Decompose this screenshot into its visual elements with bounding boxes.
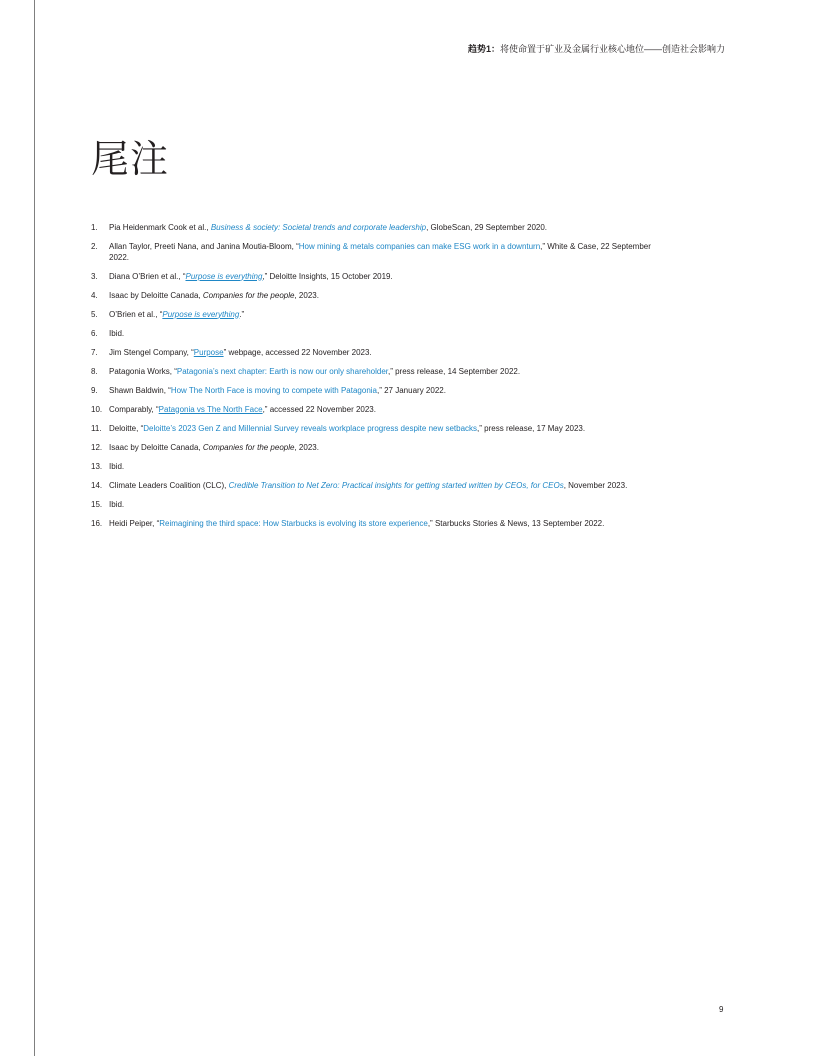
endnote-text: Shawn Baldwin, “ (109, 385, 171, 395)
endnote-text: .” (239, 309, 245, 319)
endnote-link[interactable]: Reimagining the third space: How Starbucks is evolving its store experience (159, 518, 428, 528)
endnote-link[interactable]: Purpose is everything (185, 271, 263, 281)
endnote-12 (91, 443, 651, 454)
endnote-text: Allan Taylor, Preeti Nana, and Janina Moutia-Bloom, “ (109, 242, 299, 251)
endnote-11 (91, 424, 651, 435)
endnote-text: , GlobeScan, 29 September 2020. (426, 223, 548, 232)
endnote-text: , November 2023. (563, 480, 628, 490)
endnote-text: ” webpage, accessed 22 November 2023. (223, 347, 372, 357)
endnote-14 (91, 481, 651, 492)
endnote-title: Companies for the people (202, 442, 295, 452)
endnote-16 (91, 519, 651, 530)
endnote-text: Heidi Peiper, “ (109, 518, 160, 528)
endnote-link[interactable]: Patagonia’s next chapter: Earth is now our only shareholder (176, 366, 388, 376)
endnote-7 (91, 348, 651, 359)
endnote-number: 7. (91, 347, 98, 357)
endnote-number: 10. (91, 404, 103, 414)
endnote-text: O’Brien et al., “ (109, 309, 163, 319)
endnote-text: Climate Leaders Coalition (CLC), (109, 480, 229, 490)
running-header (468, 42, 725, 55)
endnote-link[interactable]: Purpose is everything (162, 309, 240, 319)
endnote-number: 4. (91, 290, 98, 300)
endnote-text: Ibid. (109, 499, 125, 509)
endnote-9 (91, 386, 651, 397)
endnote-number: 3. (91, 271, 98, 281)
endnote-6 (91, 329, 651, 340)
endnote-text: , 2023. (294, 290, 319, 300)
endnote-4 (91, 291, 651, 302)
endnote-text: ,” press release, 14 September 2022. (387, 366, 521, 376)
endnote-number: 15. (91, 499, 103, 509)
endnote-link[interactable]: Purpose (193, 347, 224, 357)
endnote-number: 8. (91, 366, 98, 376)
endnote-13 (91, 462, 651, 473)
endnote-text: Patagonia Works, “ (109, 366, 177, 376)
endnote-number: 13. (91, 461, 103, 471)
endnote-15 (91, 500, 651, 511)
endnote-title: Companies for the people (202, 290, 295, 300)
trend-title: 将使命置于矿业及金属行业核心地位——创造社会影响力 (499, 44, 725, 54)
endnote-text: Comparably, “ (109, 404, 159, 414)
page-margin-rule (34, 0, 35, 1056)
endnote-link[interactable]: Deloitte’s 2023 Gen Z and Millennial Survey reveals workplace progress despite new setbacks (143, 423, 478, 433)
endnote-text: ,” White & Case, 22 September 2022. (109, 242, 651, 262)
endnote-text: ,” Starbucks Stories & News, 13 September 2022. (427, 518, 605, 528)
endnote-text: Ibid. (109, 461, 125, 471)
page-number: 9 (719, 1005, 724, 1014)
endnote-text: Deloitte, “ (109, 423, 144, 433)
endnote-number: 16. (91, 518, 103, 528)
endnote-5 (91, 310, 651, 321)
endnote-10 (91, 405, 651, 416)
endnote-1 (91, 223, 651, 234)
endnote-number: 6. (91, 328, 98, 338)
endnote-8 (91, 367, 651, 378)
trend-label: 趋势1： (467, 44, 500, 54)
endnote-3 (91, 272, 651, 283)
endnote-text: Diana O’Brien et al., “ (109, 271, 186, 281)
endnote-link[interactable]: Patagonia vs The North Face (158, 404, 263, 414)
endnote-link[interactable]: How mining & metals companies can make ESG work in a downturn (298, 242, 541, 251)
endnote-number: 12. (91, 442, 103, 452)
endnote-2 (91, 242, 651, 263)
endnote-number: 14. (91, 480, 103, 490)
endnote-text: ,” press release, 17 May 2023. (477, 423, 586, 433)
endnote-link[interactable]: How The North Face is moving to compete with Patagonia (170, 385, 377, 395)
endnote-text: Ibid. (109, 328, 125, 338)
endnote-text: ,” accessed 22 November 2023. (262, 404, 376, 414)
endnote-number: 1. (91, 223, 98, 232)
endnote-text: ,” 27 January 2022. (377, 385, 446, 395)
endnote-text: , 2023. (294, 442, 319, 452)
endnote-text: Pia Heidenmark Cook et al., (109, 223, 211, 232)
endnote-text: Jim Stengel Company, “ (109, 347, 194, 357)
page-title: 尾注 (91, 139, 170, 181)
endnote-link[interactable]: Business & society: Societal trends and corporate leadership (210, 223, 427, 232)
endnote-text: ,” Deloitte Insights, 15 October 2019. (262, 271, 393, 281)
endnotes-list (91, 223, 651, 538)
endnote-link[interactable]: Credible Transition to Net Zero: Practical insights for getting started written by CEOs, for CEOs (228, 480, 564, 490)
endnote-text: Isaac by Deloitte Canada, (109, 290, 203, 300)
endnote-number: 2. (91, 242, 98, 251)
endnote-text: Isaac by Deloitte Canada, (109, 442, 203, 452)
endnote-number: 11. (91, 423, 102, 433)
endnote-number: 5. (91, 309, 98, 319)
endnote-number: 9. (91, 385, 98, 395)
